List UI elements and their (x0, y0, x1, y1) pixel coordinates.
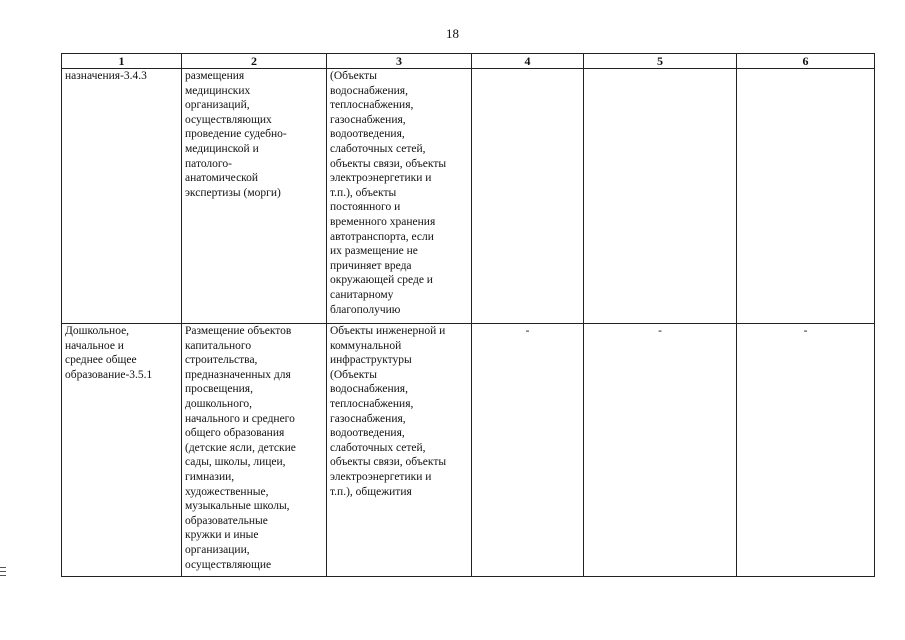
table-cell: - (737, 324, 875, 577)
page-number: 18 (446, 26, 459, 41)
table-header-row (62, 54, 875, 69)
auxiliary-use-cell: (Объекты водоснабжения, теплоснабжения, газоснабжения, водоотведения, слаботочных сетей, объекты связи, объекты электроэнергетики и т.п.), объекты постоянного и временного хранения автотранспорта, если их размещение не причиняет вреда окружающей среде и санитарному благополучию (327, 69, 472, 324)
use-type-cell: назначения-3.4.3 (62, 69, 182, 324)
use-type-cell: Дошкольное, начальное и среднее общее образование-3.5.1 (62, 324, 182, 577)
column-header: 2 (182, 54, 327, 69)
column-header: 3 (327, 54, 472, 69)
scan-margin-marks (0, 567, 8, 581)
column-header: 1 (62, 54, 182, 69)
table-row (62, 69, 875, 324)
column-header: 4 (472, 54, 584, 69)
table-row (62, 324, 875, 577)
table-cell: - (472, 324, 584, 577)
auxiliary-use-cell: Объекты инженерной и коммунальной инфраструктуры (Объекты водоснабжения, теплоснабжения, газоснабжения, водоотведения, слаботочных сетей, объекты связи, объекты электроэнергетики и т.п.), общежития (327, 324, 472, 577)
table-cell (737, 69, 875, 324)
column-header: 5 (584, 54, 737, 69)
use-description-cell: Размещение объектов капитального строительства, предназначенных для просвещения, дошкольного, начального и среднего общего образования (детские ясли, детские сады, школы, лицеи, гимназии, художественные, музыкальные школы, образовательные кружки и иные организации, осуществляющие (182, 324, 327, 577)
table-cell (584, 69, 737, 324)
column-header: 6 (737, 54, 875, 69)
table-cell: - (584, 324, 737, 577)
table-cell (472, 69, 584, 324)
permitted-use-table (61, 53, 875, 577)
use-description-cell: размещения медицинских организаций, осуществляющих проведение судебно- медицинской и патолого- анатомической экспертизы (морги) (182, 69, 327, 324)
